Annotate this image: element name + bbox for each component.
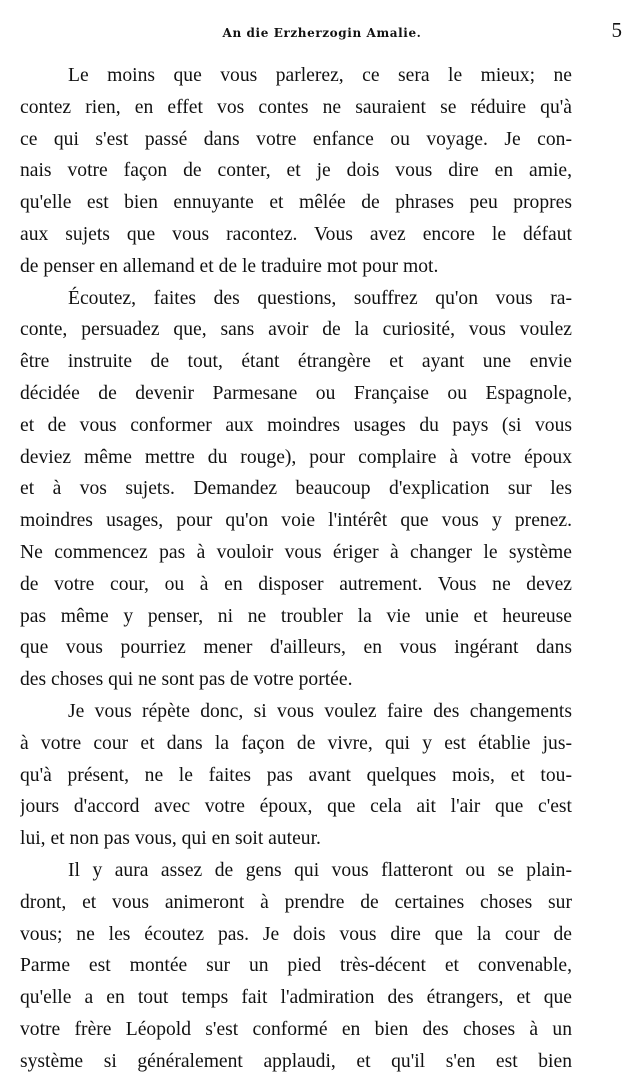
text-line: système si généralement applaudi, et qu'il s'en est bien xyxy=(20,1050,572,1072)
text-line: votre frère Léopold s'est conformé en bien des choses à un xyxy=(20,1018,572,1040)
text-line: lui, et non pas vous, qui en soit auteur. xyxy=(20,828,321,850)
text-line: Parme est montée sur un pied très-décent et convenable, xyxy=(20,955,572,977)
text-line: vous; ne les écoutez pas. Je dois vous dire que la cour de xyxy=(20,923,572,945)
text-line: qu'elle a en tout temps fait l'admiration des étrangers, et que xyxy=(20,987,572,1009)
text-line: qu'elle est bien ennuyante et mêlée de phrases peu propres xyxy=(20,192,572,214)
text-line: à votre cour et dans la façon de vivre, qui y est établie jus- xyxy=(20,732,572,754)
text-line: conte, persuadez que, sans avoir de la curiosité, vous voulez xyxy=(20,319,572,341)
text-line: de penser en allemand et de le traduire mot pour mot. xyxy=(20,255,439,277)
text-line: dront, et vous animeront à prendre de certaines choses sur xyxy=(20,891,572,913)
text-line: aux sujets que vous racontez. Vous avez encore le défaut xyxy=(20,223,572,245)
text-line: et de vous conformer aux moindres usages du pays (si vous xyxy=(20,414,572,436)
text-line: et à vos sujets. Demandez beaucoup d'explication sur les xyxy=(20,478,572,500)
text-line: nais votre façon de conter, et je dois vous dire en amie, xyxy=(20,160,572,182)
text-line: de votre cour, ou à en disposer autrement. Vous ne devez xyxy=(20,573,572,595)
text-line: des choses qui ne sont pas de votre portée. xyxy=(20,669,353,691)
text-line: Ne commencez pas à vouloir vous ériger à changer le système xyxy=(20,541,572,563)
text-line: Il y aura assez de gens qui vous flatteront ou se plain- xyxy=(68,859,572,881)
body-text xyxy=(20,60,572,1078)
text-line: moindres usages, pour qu'on voie l'intérêt que vous y prenez. xyxy=(20,510,572,532)
page-number: 5 xyxy=(611,18,622,42)
text-line: ce qui s'est passé dans votre enfance ou voyage. Je con- xyxy=(20,128,572,150)
text-line: qu'à présent, ne le faites pas avant quelques mois, et tou- xyxy=(20,764,572,786)
text-line: décidée de devenir Parmesane ou Française ou Espagnole, xyxy=(20,382,572,404)
text-line: contez rien, en effet vos contes ne sauraient se réduire qu'à xyxy=(20,96,572,118)
text-line: Écoutez, faites des questions, souffrez qu'on vous ra- xyxy=(68,287,572,309)
text-line: jours d'accord avec votre époux, que cela ait l'air que c'est xyxy=(20,796,572,818)
running-head xyxy=(20,18,624,48)
text-line: que vous pourriez mener d'ailleurs, en vous ingérant dans xyxy=(20,637,572,659)
text-line: être instruite de tout, étant étrangère et ayant une envie xyxy=(20,351,572,373)
running-title: An die Erzherzogin Amalie. xyxy=(222,26,422,40)
text-line: Je vous répète donc, si vous voulez faire des changements xyxy=(68,700,572,722)
text-line: pas même y penser, ni ne troubler la vie unie et heureuse xyxy=(20,605,572,627)
text-line: deviez même mettre du rouge), pour complaire à votre époux xyxy=(20,446,572,468)
text-line: Le moins que vous parlerez, ce sera le mieux; ne xyxy=(68,65,572,86)
